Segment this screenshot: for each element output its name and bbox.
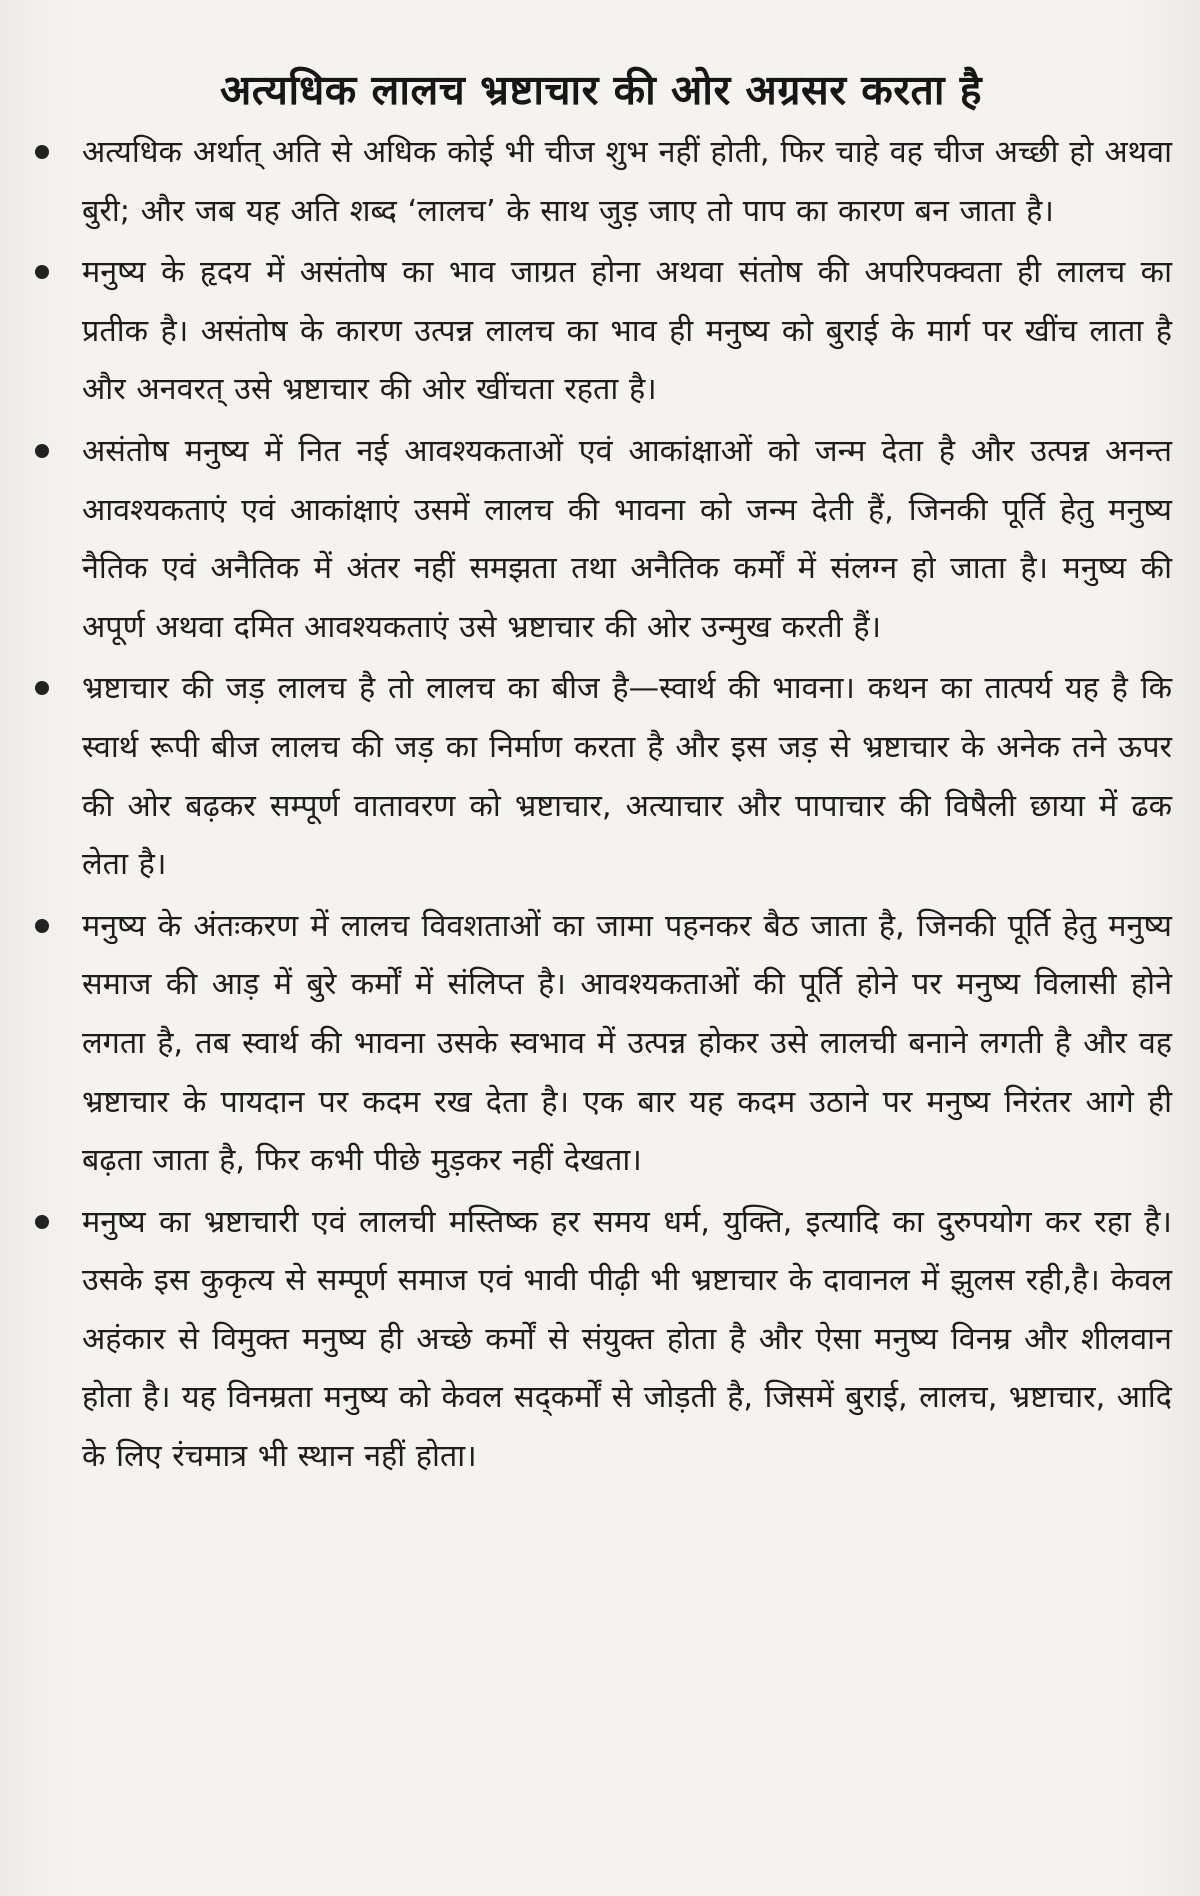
- paragraph-text: मनुष्य का भ्रष्टाचारी एवं लालची मस्तिष्क हर समय धर्म, युक्ति, इत्यादि का दुरुपयोग कर रहा है। उसके इस कुकृत्य से सम्पूर्ण समाज एवं भावी पीढ़ी भी भ्रष्टाचार के दावानल में झुलस रही,है। केवल अहंकार से विमुक्त मनुष्य ही अच्छे कर्मों से संयुक्त होता है और ऐसा मनुष्य विनम्र और शीलवान होता है। यह विनम्रता मनुष्य को केवल सद्कर्मों से जोड़ती है, जिसमें बुराई, लालच, भ्रष्टाचार, आदि के लिए रंचमात्र भी स्थान नहीं होता।: [82, 1204, 1172, 1475]
- page-title: अत्यधिक लालच भ्रष्टाचार की ओर अग्रसर करता है: [219, 66, 983, 114]
- paragraph-text: अत्यधिक अर्थात् अति से अधिक कोई भी चीज शुभ नहीं होती, फिर चाहे वह चीज अच्छी हो अथवा बुरी; और जब यह अति शब्द ‘लालच’ के साथ जुड़ जाए तो पाप का कारण बन जाता है।: [82, 135, 1172, 229]
- list-item: [30, 124, 1172, 241]
- list-item: [30, 898, 1172, 1191]
- paragraph-text: असंतोष मनुष्य में नित नई आवश्यकताओं एवं आकांक्षाओं को जन्म देता है और उत्पन्न अनन्त आवश्यकताएं एवं आकांक्षाएं उसमें लालच की भावना को जन्म देती हैं, जिनकी पूर्ति हेतु मनुष्य नैतिक एवं अनैतिक में अंतर नहीं समझता तथा अनैतिक कर्मों में संलग्न हो जाता है। मनुष्य की अपूर्ण अथवा दमित आवश्यकताएं उसे भ्रष्टाचार की ओर उन्मुख करती हैं।: [82, 433, 1172, 645]
- bullet-icon: [35, 1215, 49, 1229]
- bullet-icon: [35, 681, 49, 695]
- list-item: [30, 244, 1172, 420]
- list-item: [30, 423, 1172, 657]
- bullet-icon: [35, 145, 49, 159]
- bullet-icon: [35, 919, 49, 933]
- bullet-list: [30, 124, 1172, 1487]
- bullet-icon: [35, 444, 49, 458]
- paragraph-text: मनुष्य के अंतःकरण में लालच विवशताओं का जामा पहनकर बैठ जाता है, जिनकी पूर्ति हेतु मनुष्य समाज की आड़ में बुरे कर्मों में संलिप्त है। आवश्यकताओं की पूर्ति होने पर मनुष्य विलासी होने लगता है, तब स्वार्थ की भावना उसके स्वभाव में उत्पन्न होकर उसे लालची बनाने लगती है और वह भ्रष्टाचार के पायदान पर कदम रख देता है। एक बार यह कदम उठाने पर मनुष्य निरंतर आगे ही बढ़ता जाता है, फिर कभी पीछे मुड़कर नहीं देखता।: [82, 908, 1172, 1179]
- paragraph-text: मनुष्य के हृदय में असंतोष का भाव जाग्रत होना अथवा संतोष की अपरिपक्वता ही लालच का प्रतीक है। असंतोष के कारण उत्पन्न लालच का भाव ही मनुष्य को बुराई के मार्ग पर खींच लाता है और अनवरत् उसे भ्रष्टाचार की ओर खींचता रहता है।: [82, 255, 1172, 408]
- list-item: [30, 1194, 1172, 1487]
- paragraph-text: भ्रष्टाचार की जड़ लालच है तो लालच का बीज है—स्वार्थ की भावना। कथन का तात्पर्य यह है कि स्वार्थ रूपी बीज लालच की जड़ का निर्माण करता है और इस जड़ से भ्रष्टाचार के अनेक तने ऊपर की ओर बढ़कर सम्पूर्ण वातावरण को भ्रष्टाचार, अत्याचार और पापाचार की विषैली छाया में ढक लेता है।: [82, 671, 1172, 883]
- list-item: [30, 660, 1172, 894]
- bullet-icon: [35, 265, 49, 279]
